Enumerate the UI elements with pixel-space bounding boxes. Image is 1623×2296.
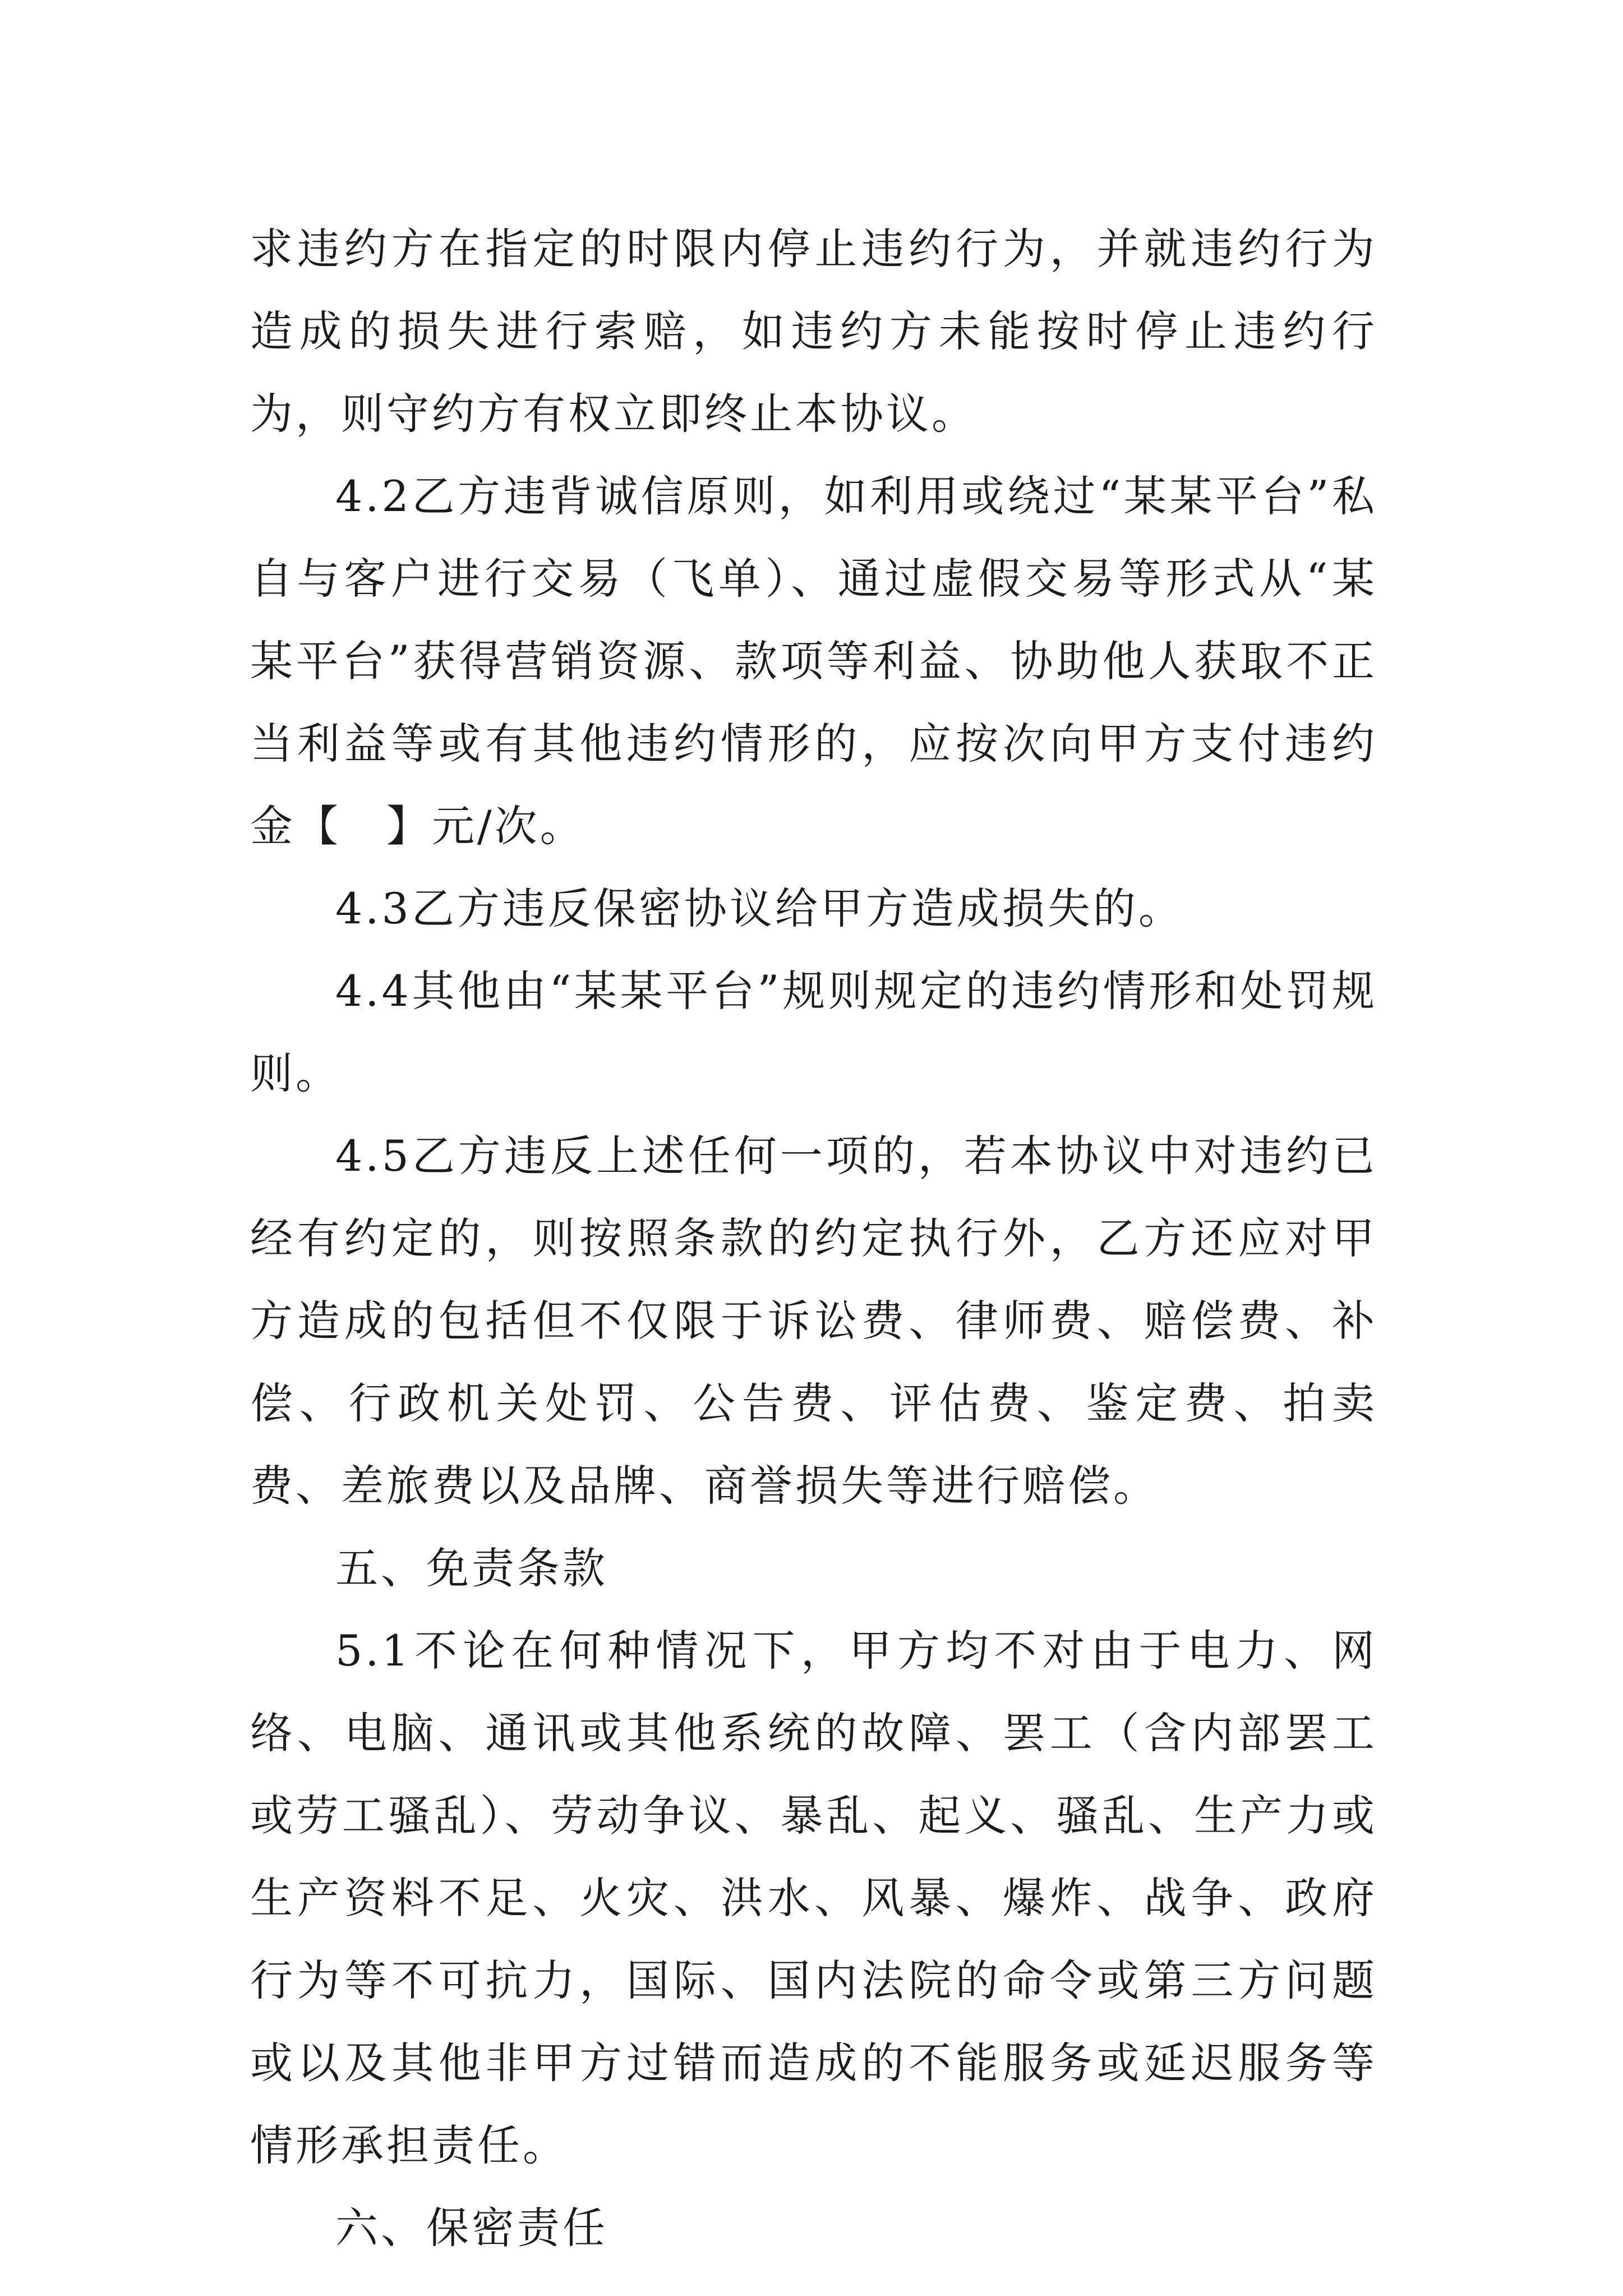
clause-4-4: 4.4其他由“某某平台”规则规定的违约情形和处罚规则。 bbox=[250, 966, 1377, 1098]
document-body bbox=[250, 208, 1377, 2269]
paragraph-continuation: 求违约方在指定的时限内停止违约行为，并就违约行为造成的损失进行索赔，如违约方未能按时停止违约行为，则守约方有权立即终止本协议。 bbox=[250, 224, 1377, 439]
clause-4-2: 4.2乙方违背诚信原则，如利用或绕过“某某平台”私自与客户进行交易（飞单）、通过虚假交易等形式从“某某平台”获得营销资源、款项等利益、协助他人获取不正当利益等或有其他违约情形的，应按次向甲方支付违约金【 】元/次。 bbox=[250, 471, 1377, 851]
clause-5-1: 5.1不论在何种情况下，甲方均不对由于电力、网络、电脑、通讯或其他系统的故障、罢工（含内部罢工或劳工骚乱）、劳动争议、暴乱、起义、骚乱、生产力或生产资料不足、火灾、洪水、风暴、爆炸、战争、政府行为等不可抗力，国际、国内法院的命令或第三方问题或以及其他非甲方过错而造成的不能服务或延迟服务等情形承担责任。 bbox=[250, 1626, 1377, 2170]
clause-4-5: 4.5乙方违反上述任何一项的，若本协议中对违约已经有约定的，则按照条款的约定执行外，乙方还应对甲方造成的包括但不仅限于诉讼费、律师费、赔偿费、补偿、行政机关处罚、公告费、评估费、鉴定费、拍卖费、差旅费以及品牌、商誉损失等进行赔偿。 bbox=[250, 1131, 1377, 1511]
clause-4-3: 4.3乙方违反保密协议给甲方造成损失的。 bbox=[335, 884, 1184, 933]
section-heading-exemption: 五、免责条款 bbox=[335, 1543, 608, 1593]
section-heading-confidentiality: 六、保密责任 bbox=[335, 2203, 608, 2253]
